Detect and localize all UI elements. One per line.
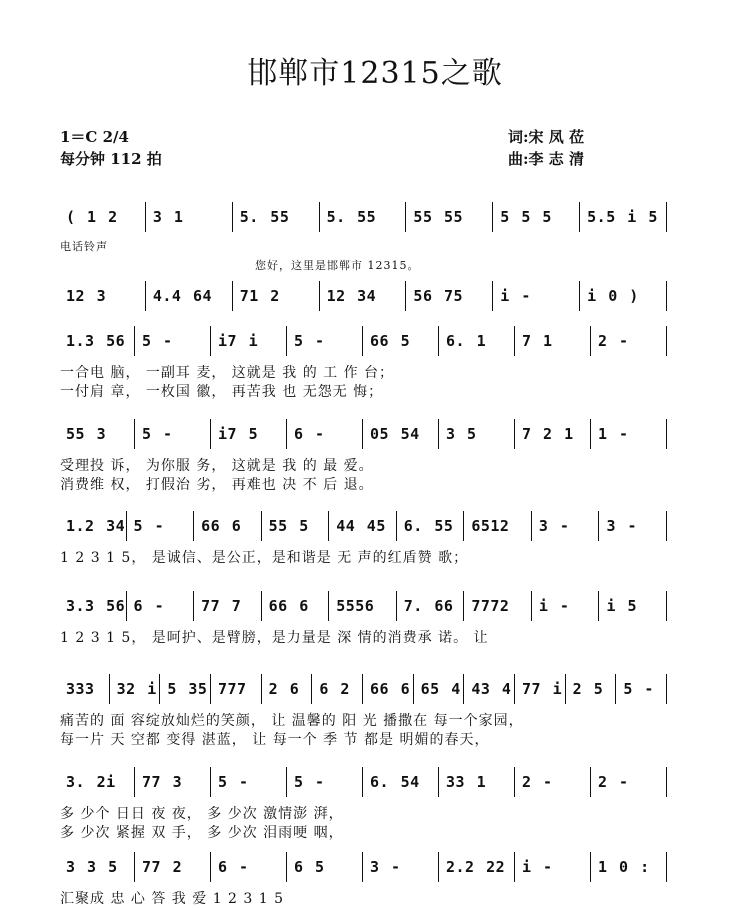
lyric-line: 电话铃声 [60,240,108,253]
barline [362,419,363,449]
barline [463,674,464,704]
barline [159,674,160,704]
measure-notes: 3 1 [152,208,184,226]
tempo-marking: 每分钟 112 拍 [60,150,162,168]
barline [531,591,532,621]
lyricist-credit: 词:宋 凤 莅 [508,128,584,146]
composer-credit: 曲:李 志 清 [508,150,584,168]
barline [261,511,262,541]
measure-notes: 66 6 [201,517,242,535]
barline [286,852,287,882]
notes-row [60,597,670,625]
barline [666,591,667,621]
barline [261,591,262,621]
measure-notes: 7. 66 [403,597,454,615]
measure-notes: 2 - [522,773,553,791]
notes-row [60,773,670,801]
barline [319,202,320,232]
key-and-tempo [60,126,162,170]
measure-notes: 12 3 [66,287,107,305]
barline [666,202,667,232]
measure-notes: 1 0 : [598,858,650,876]
measure-notes: 77 7 [201,597,242,615]
barline [405,202,406,232]
barline [286,767,287,797]
measure-notes: 77 2 [142,858,183,876]
barline [232,202,233,232]
measure-notes: 3 5 [446,425,477,443]
measure-notes: 6 2 [319,680,350,698]
notes-row [60,517,670,545]
barline [492,281,493,311]
measure-notes: i 5 [606,597,638,615]
measure-notes: 66 6 [268,597,309,615]
barline [514,852,515,882]
measure-notes: 12 34 [326,287,377,305]
measure-notes: 5 - [294,332,325,350]
measure-notes: 5 - [142,425,173,443]
barline [396,591,397,621]
barline [311,674,312,704]
measure-notes: 3 3 5 [66,858,118,876]
barline [126,591,127,621]
measure-notes: 77 i [522,680,563,698]
measure-notes: 55 3 [66,425,107,443]
barline [514,767,515,797]
barline [438,326,439,356]
measure-notes: 333 [66,680,95,698]
measure-notes: 55 5 [268,517,309,535]
barline [438,852,439,882]
barline [666,674,667,704]
song-title: 邯郸市12315之歌 [247,56,503,91]
measure-notes: 7772 [471,597,510,615]
measure-notes: 3 - [606,517,638,535]
barline [145,281,146,311]
lyric-line: 您好，这里是邯郸市 12315。 [255,259,420,272]
measure-notes: 5 35 [167,680,208,698]
barline [210,767,211,797]
barline [590,419,591,449]
measure-notes: 44 45 [336,517,386,535]
measure-notes: 6 - [294,425,325,443]
measure-notes: i - [522,858,553,876]
measure-notes: 71 2 [239,287,280,305]
barline [396,511,397,541]
measure-notes: 56 75 [413,287,464,305]
measure-notes: 777 [218,680,247,698]
measure-notes: 5 - [218,773,249,791]
measure-notes: ( 1 2 [66,208,118,226]
barline [463,511,464,541]
barline [210,674,211,704]
lyric-line: 汇聚成 忠 心 答 我 爱 1 2 3 1 5 [60,891,285,907]
measure-notes: 2 - [598,332,629,350]
lyric-line: 痛苦的 面 容绽放灿烂的笑颜， 让 温馨的 阳 光 播撒在 每一个家园， [60,713,524,729]
measure-notes: 7 1 [522,332,553,350]
barline [598,511,599,541]
notes-row [60,287,670,315]
barline [514,419,515,449]
lyric-line: 1 2 3 1 5， 是呵护、是臂膀，是力量是 深 情的消费承 诺。 让 [60,630,489,646]
measure-notes: i 0 ) [587,287,639,305]
barline [232,281,233,311]
measure-notes: 2 - [598,773,629,791]
barline [193,511,194,541]
notes-row [60,425,670,453]
barline [565,674,566,704]
barline [193,591,194,621]
measure-notes: i - [538,597,570,615]
measure-notes: i - [500,287,531,305]
measure-notes: 32 i [116,680,157,698]
notes-row [60,208,670,236]
barline [666,326,667,356]
measure-notes: 5. 55 [239,208,290,226]
barline [362,326,363,356]
lyric-line: 受理投 诉， 为你服 务， 这就是 我 的 最 爱。 [60,458,374,474]
measure-notes: 3.3 56 [66,597,126,615]
measure-notes: 65 4 [420,680,461,698]
barline [145,202,146,232]
barline [666,511,667,541]
barline [134,767,135,797]
measure-notes: 55 55 [413,208,464,226]
barline [579,281,580,311]
measure-notes: 43 4 [471,680,512,698]
barline [261,674,262,704]
barline [666,281,667,311]
measure-notes: 5. 55 [326,208,377,226]
lyric-line: 每一片 天 空都 变得 湛蓝， 让 每一个 季 节 都是 明媚的春天， [60,732,490,748]
measure-notes: 77 3 [142,773,183,791]
measure-notes: 66 6 [370,680,411,698]
measure-notes: 5556 [336,597,375,615]
measure-notes: 4.4 64 [152,287,213,305]
notes-row [60,858,670,886]
barline [463,591,464,621]
barline [134,419,135,449]
measure-notes: 2 5 [572,680,604,698]
key-signature: 1＝C 2/4 [60,128,129,146]
barline [319,281,320,311]
barline [328,591,329,621]
notes-row [60,332,670,360]
measure-notes: 6. 54 [370,773,420,791]
measure-notes: 2 6 [268,680,300,698]
measure-notes: 5 - [142,332,173,350]
measure-notes: 7 2 1 [522,425,574,443]
barline [126,511,127,541]
measure-notes: 5 5 5 [500,208,552,226]
measure-notes: 66 5 [370,332,411,350]
measure-notes: 6. 55 [403,517,454,535]
credits [508,126,584,170]
notes-row [60,680,670,708]
measure-notes: 05 54 [370,425,420,443]
barline [362,852,363,882]
measure-notes: i7 i [218,332,259,350]
measure-notes: 5 - [623,680,654,698]
lyric-line: 消费维 权， 打假治 劣， 再难也 决 不 后 退。 [60,477,374,493]
measure-notes: 6512 [471,517,510,535]
lyric-line: 多 少次 紧握 双 手， 多 少次 泪雨哽 咽， [60,825,344,841]
lyric-line: 1 2 3 1 5， 是诚信、是公正，是和谐是 无 声的红盾赞 歌； [60,550,469,566]
barline [579,202,580,232]
barline [405,281,406,311]
lyric-line: 一付肩 章， 一枚国 徽， 再苦我 也 无怨无 悔； [60,384,384,400]
measure-notes: 3. 2i [66,773,116,791]
barline [286,326,287,356]
barline [134,326,135,356]
barline [514,326,515,356]
lyric-line: 一合电 脑， 一副耳 麦， 这就是 我 的 工 作 台； [60,365,395,381]
barline [286,419,287,449]
measure-notes: 6. 1 [446,332,487,350]
barline [210,852,211,882]
barline [438,419,439,449]
barline [598,591,599,621]
barline [109,674,110,704]
barline [615,674,616,704]
barline [210,326,211,356]
measure-notes: 5.5 i 5 [587,208,658,226]
barline [590,767,591,797]
barline [413,674,414,704]
barline [666,852,667,882]
barline [362,767,363,797]
barline [531,511,532,541]
barline [590,326,591,356]
barline [362,674,363,704]
barline [492,202,493,232]
measure-notes: 2.2 22 [446,858,506,876]
measure-notes: 6 5 [294,858,325,876]
measure-notes: 3 - [538,517,570,535]
measure-notes: 1 - [598,425,629,443]
barline [134,852,135,882]
barline [590,852,591,882]
measure-notes: 5 - [133,517,165,535]
measure-notes: i7 5 [218,425,259,443]
lyric-line: 多 少个 日日 夜 夜， 多 少次 激情澎 湃， [60,806,344,822]
measure-notes: 6 - [133,597,165,615]
barline [666,767,667,797]
barline [328,511,329,541]
measure-notes: 1.3 56 [66,332,126,350]
barline [514,674,515,704]
barline [666,419,667,449]
measure-notes: 5 - [294,773,325,791]
measure-notes: 1.2 34 [66,517,126,535]
measure-notes: 33 1 [446,773,487,791]
barline [438,767,439,797]
measure-notes: 6 - [218,858,249,876]
measure-notes: 3 - [370,858,401,876]
barline [210,419,211,449]
